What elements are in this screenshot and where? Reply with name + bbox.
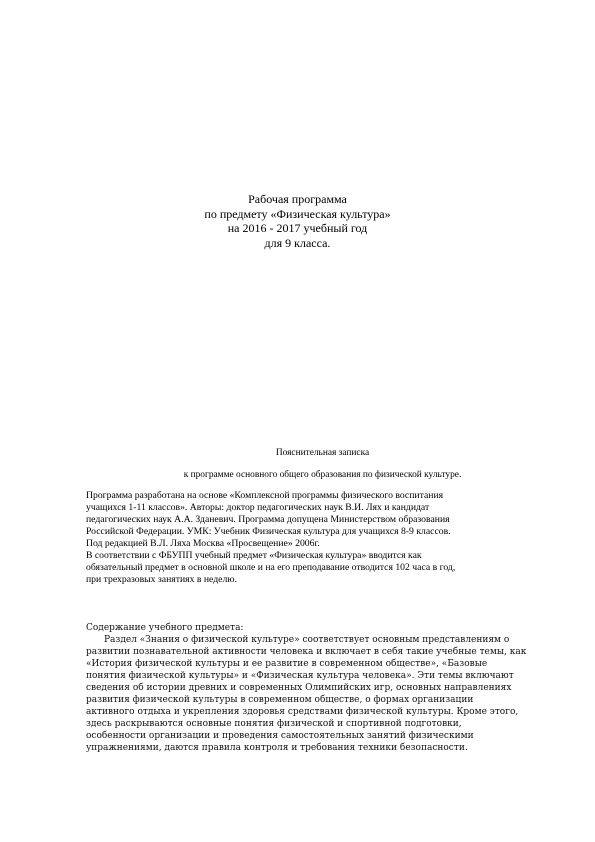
explanatory-note-heading: Пояснительная записка xyxy=(275,448,370,458)
paragraph-line: особенности организации и проведения самостоятельных занятий физическими xyxy=(86,731,474,741)
paragraph-line: развитии познавательной активности человека и включает в себя такие учебные темы, как xyxy=(86,647,527,657)
paragraph-line: развития физической культуры в современном обществе, о формах организации xyxy=(86,695,474,705)
paragraph-line: при трехразовых занятиях в неделю. xyxy=(86,574,237,585)
paragraph-line: В соответствии с ФБУПП учебный предмет «Физическая культура» вводится как xyxy=(86,550,422,561)
paragraph-line: активного отдыха и укрепления здоровья средствами физической культуры. Кроме этого, xyxy=(86,707,519,717)
paragraph-line: обязательный предмет в основной школе и на его преподавание отводится 102 часа в год, xyxy=(86,562,456,573)
section-heading: Содержание учебного предмета: xyxy=(86,623,244,633)
explanatory-note-subheading: к программе основного общего образования по физической культуре. xyxy=(183,470,462,480)
paragraph-line: Раздел «Знания о физической культуре» соответствует основным представлениям о xyxy=(104,635,510,645)
paragraph-line: упражнениями, даются правила контроля и требования техники безопасности. xyxy=(86,743,468,753)
document-title xyxy=(0,192,595,250)
paragraph-line: педагогических наук А.А. Зданевич. Программа допущена Министерством образования xyxy=(86,514,450,525)
paragraph-line: понятия физической культуры» и «Физическая культура человека». Эти темы включают xyxy=(86,671,514,681)
paragraph-line: здесь раскрываются основные понятия физической и спортивной подготовки, xyxy=(86,719,462,729)
course-content-section xyxy=(86,622,556,754)
title-line: Рабочая программа xyxy=(248,192,347,206)
paragraph-line: сведения об истории древних и современных Олимпийских игр, основных направлениях xyxy=(86,683,512,693)
paragraph-line: Российской Федерации. УМК: Учебник Физическая культура для учащихся 8-9 классов. xyxy=(86,526,451,537)
title-line: для 9 класса. xyxy=(264,235,331,250)
title-line: по предмету «Физическая культура» xyxy=(204,206,391,221)
program-description xyxy=(86,490,556,586)
paragraph-line: Под редакцией В.Л. Ляха Москва «Просвещение» 2006г. xyxy=(86,538,320,549)
title-line: на 2016 - 2017 учебный год xyxy=(227,221,368,235)
paragraph-line: учащихся 1-11 классов». Авторы: доктор педагогических наук В.И. Лях и кандидат xyxy=(86,502,430,513)
paragraph-line: «История физической культуры и ее развитие в современном обществе», «Базовые xyxy=(86,659,488,669)
paragraph-line: Программа разработана на основе «Комплексной программы физического воспитания xyxy=(86,490,444,501)
